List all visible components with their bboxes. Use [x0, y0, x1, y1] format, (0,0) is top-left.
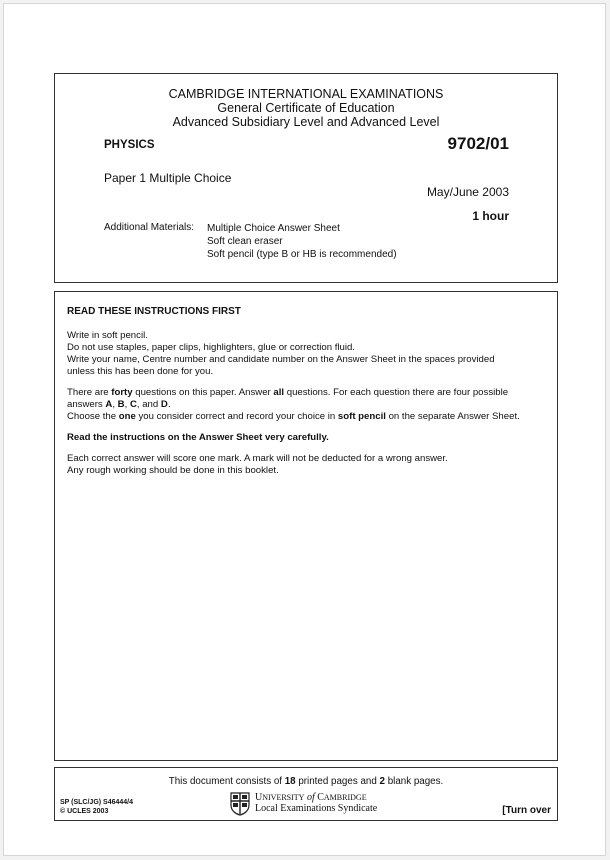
- text-run: U: [255, 792, 263, 803]
- instruction-line: Do not use staples, paper clips, highlighters, glue or correction fluid.: [67, 342, 355, 353]
- text-run: AMBRIDGE: [323, 793, 367, 802]
- certificate-name: General Certificate of Education: [217, 101, 395, 115]
- materials-label: Additional Materials:: [104, 222, 195, 233]
- paper-title: Paper 1 Multiple Choice: [104, 171, 232, 185]
- instructions-paragraph-2: [67, 387, 547, 423]
- text-run: blank pages.: [384, 776, 444, 787]
- bold-run: A: [105, 399, 113, 410]
- material-item: Soft clean eraser: [207, 236, 283, 247]
- text-run: ,: [112, 399, 118, 410]
- header-box: [54, 73, 558, 283]
- institution-name: CAMBRIDGE INTERNATIONAL EXAMINATIONS: [168, 87, 444, 101]
- text-run: There are: [67, 387, 112, 398]
- turn-over-label: [Turn over: [502, 805, 551, 816]
- exam-duration: 1 hour: [472, 209, 509, 223]
- university-logo-text: [255, 792, 377, 814]
- instruction-line: Each correct answer will score one mark. A mark will not be deducted for a wrong answer.: [67, 453, 448, 464]
- text-run: NIVERSITY: [262, 793, 305, 802]
- copyright-notice: © UCLES 2003: [60, 808, 109, 815]
- institution-heading: [55, 87, 557, 129]
- text-run: This document consists of: [168, 776, 285, 787]
- instructions-box: [54, 291, 558, 761]
- text-run: printed pages and: [295, 776, 380, 787]
- instructions-paragraph-4: [67, 453, 547, 477]
- text-run: , and: [136, 399, 161, 410]
- document-codes: [60, 798, 133, 816]
- instructions-content: [67, 306, 547, 486]
- text-run: on the separate Answer Sheet.: [385, 411, 520, 422]
- subject-title: PHYSICS: [104, 139, 155, 151]
- instructions-heading: READ THESE INSTRUCTIONS FIRST: [67, 306, 241, 317]
- exam-session: May/June 2003: [426, 185, 509, 199]
- instructions-paragraph-3: [67, 432, 547, 444]
- document-page: [3, 3, 606, 856]
- instruction-line: unless this has been done for you.: [67, 366, 214, 377]
- instructions-paragraph-1: [67, 330, 547, 378]
- bold-run: C: [129, 399, 137, 410]
- bold-run: D: [160, 399, 168, 410]
- text-run: C: [317, 792, 324, 803]
- instruction-line: Any rough working should be done in this booklet.: [67, 465, 279, 476]
- bold-run: soft pencil: [337, 411, 386, 422]
- text-run: you consider correct and record your choice in: [135, 411, 338, 422]
- instruction-line: Write in soft pencil.: [67, 330, 148, 341]
- level-name: Advanced Subsidiary Level and Advanced Level: [172, 115, 440, 129]
- text-run: Choose the: [67, 411, 119, 422]
- bold-run: one: [118, 411, 136, 422]
- university-name: [255, 792, 377, 803]
- material-item: Multiple Choice Answer Sheet: [207, 223, 340, 234]
- text-run: questions on this paper. Answer: [132, 387, 274, 398]
- blank-page-count: 2: [379, 776, 385, 787]
- text-run: answers: [67, 399, 106, 410]
- reference-code: SP (SLC/JG) S46444/4: [60, 799, 134, 806]
- instruction-line: [67, 411, 547, 423]
- bold-run: B: [117, 399, 125, 410]
- instruction-line: [67, 387, 547, 399]
- text-run: ,: [124, 399, 130, 410]
- material-item: Soft pencil (type B or HB is recommended): [207, 249, 397, 260]
- text-run: questions. For each question there are four possible: [284, 387, 509, 398]
- footer-box: [54, 767, 558, 821]
- instruction-line: Write your name, Centre number and candidate number on the Answer Sheet in the spaces provided: [67, 354, 495, 365]
- instruction-line: [67, 399, 547, 411]
- page-count-note: [55, 776, 557, 787]
- bold-run: all: [273, 387, 285, 398]
- paper-code: 9702/01: [447, 134, 509, 153]
- materials-list: [207, 222, 397, 261]
- answer-sheet-warning: Read the instructions on the Answer Sheet very carefully.: [67, 432, 329, 443]
- syndicate-name: Local Examinations Syndicate: [255, 803, 378, 814]
- text-run: .: [167, 399, 171, 410]
- bold-run: forty: [111, 387, 133, 398]
- cambridge-crest-icon: [230, 792, 250, 816]
- text-run: of: [304, 792, 318, 803]
- printed-page-count: 18: [284, 776, 296, 787]
